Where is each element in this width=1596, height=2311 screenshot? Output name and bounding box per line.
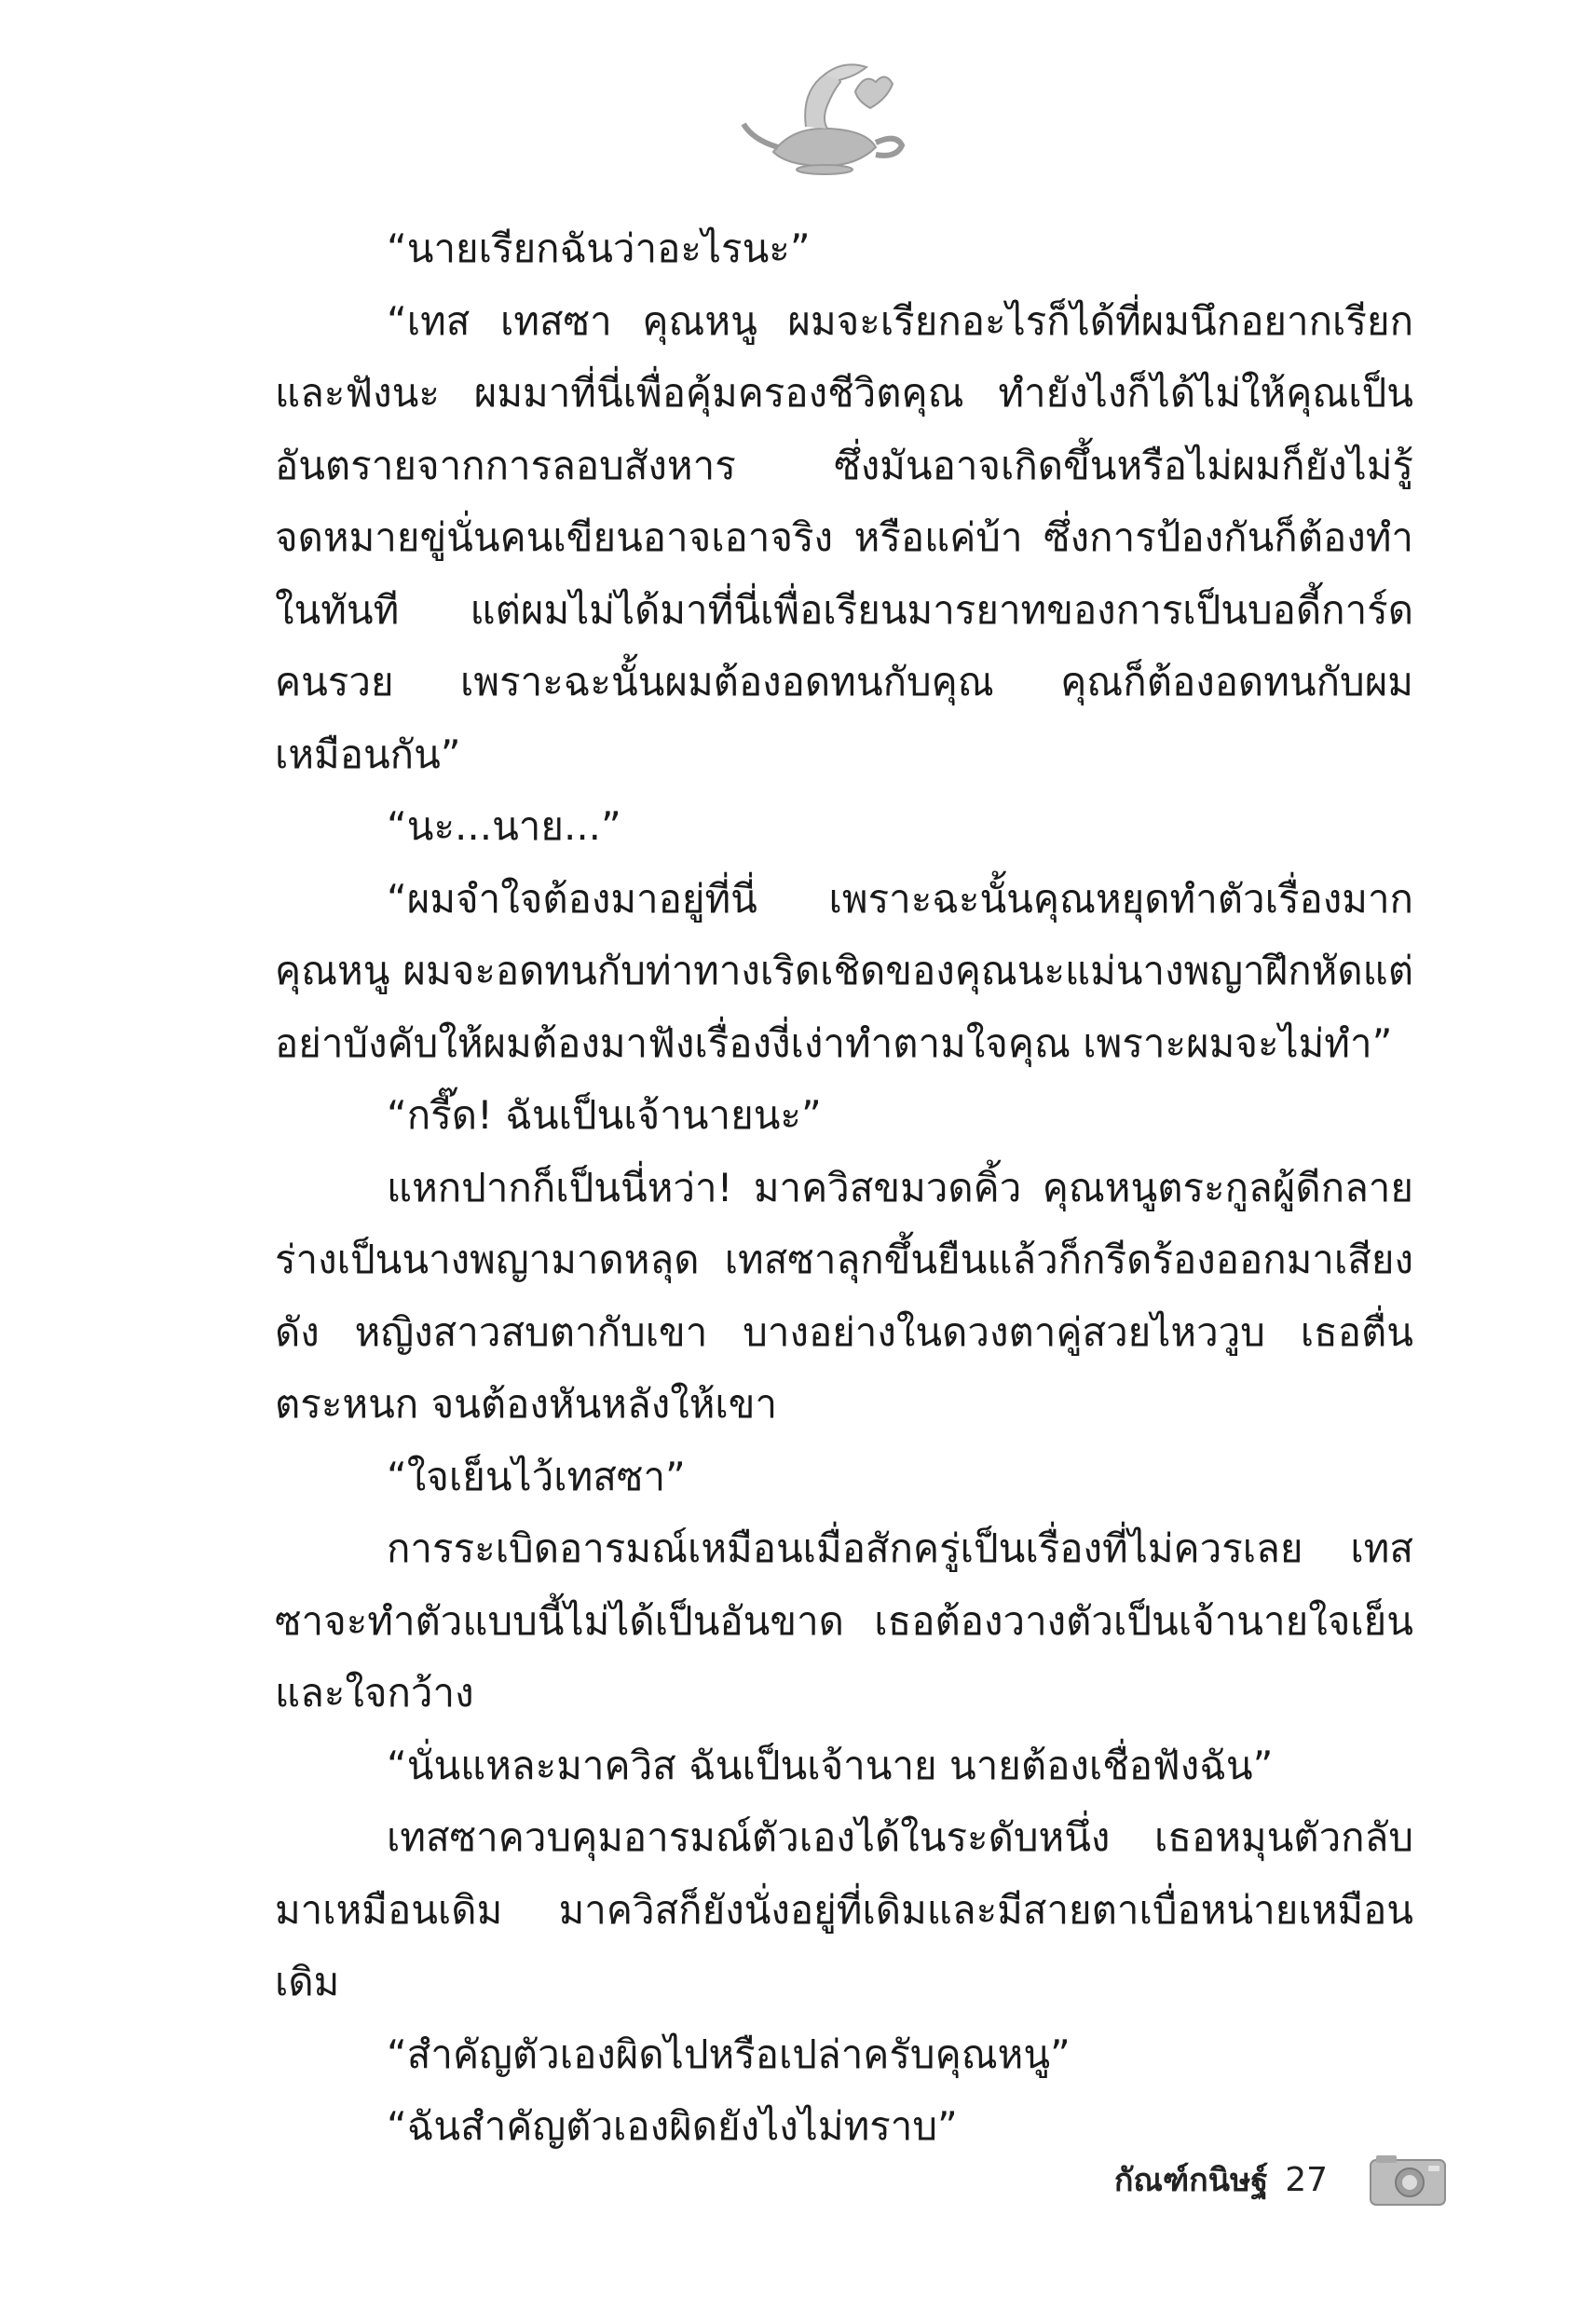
paragraph: “นายเรียกฉันว่าอะไรนะ” xyxy=(387,226,811,271)
paragraph: “ใจเย็นไว้เทสซา” xyxy=(387,1453,686,1499)
page-number: 27 xyxy=(1285,2160,1328,2199)
author-name: กัณฑ์กนิษฐ์ xyxy=(1113,2162,1269,2199)
body-text xyxy=(275,212,1413,2163)
teapot-lamp-icon xyxy=(736,54,913,175)
camera-icon xyxy=(1369,2153,1447,2207)
paragraph: “เทส เทสซา คุณหนู ผมจะเรียกอะไรก็ได้ที่ผมนึกอยากเรียกและฟังนะ ผมมาที่นี่เพื่อคุ้มครองชีวิตคุณ ทำยังไงก็ได้ไม่ให้คุณเป็นอันตรายจากการลอบสังหาร ซึ่งมันอาจเกิดขึ้นหรือไม่ผมก็ยังไม่รู้ จดหมายขู่นั่นคนเขียนอาจเอาจริง หรือแค่บ้า ซึ่งการป้องกันก็ต้องทำในทันที แต่ผมไม่ได้มาที่นี่เพื่อเรียนมารยาทของการเป็นบอดี้การ์ดคนรวย เพราะฉะนั้นผมต้องอดทนกับคุณ คุณก็ต้องอดทนกับผมเหมือนกัน” xyxy=(275,297,1413,777)
paragraph: แหกปากก็เป็นนี่หว่า! มาควิสขมวดคิ้ว คุณหนูตระกูลผู้ดีกลายร่างเป็นนางพญามาดหลุด เทสซาลุกขึ้นยืนแล้วก็กรีดร้องออกมาเสียงดัง หญิงสาวสบตากับเขา บางอย่างในดวงตาคู่สวยไหววูบ เธอตื่นตระหนก จนต้องหันหลังให้เขา xyxy=(275,1164,1413,1427)
paragraph: เทสซาควบคุมอารมณ์ตัวเองได้ในระดับหนึ่ง เธอหมุนตัวกลับมาเหมือนเดิม มาควิสก็ยังนั่งอยู่ที่เดิมและมีสายตาเบื่อหน่ายเหมือนเดิม xyxy=(275,1814,1413,2004)
paragraph: “นะ...นาย...” xyxy=(387,803,621,849)
paragraph: “ฉันสำคัญตัวเองผิดยังไงไม่ทราบ” xyxy=(387,2103,958,2149)
paragraph: “สำคัญตัวเองผิดไปหรือเปล่าครับคุณหนู” xyxy=(387,2031,1071,2077)
paragraph: “นั่นแหละมาควิส ฉันเป็นเจ้านาย นายต้องเชื่อฟังฉัน” xyxy=(387,1742,1274,1788)
paragraph: การระเบิดอารมณ์เหมือนเมื่อสักครู่เป็นเรื่องที่ไม่ควรเลย เทสซาจะทำตัวแบบนี้ไม่ได้เป็นอันขาด เธอต้องวางตัวเป็นเจ้านายใจเย็นและใจกว้าง xyxy=(275,1525,1413,1716)
paragraph: “กรี๊ด! ฉันเป็นเจ้านายนะ” xyxy=(387,1092,822,1138)
page-footer xyxy=(1114,2153,1447,2207)
paragraph: “ผมจำใจต้องมาอยู่ที่นี่ เพราะฉะนั้นคุณหยุดทำตัวเรื่องมากคุณหนู ผมจะอดทนกับท่าทางเริดเชิดของคุณนะแม่นางพญาฝึกหัดแต่อย่าบังคับให้ผมต้องมาฟังเรื่องงี่เง่าทำตามใจคุณ เพราะผมจะไม่ทำ” xyxy=(275,875,1413,1066)
